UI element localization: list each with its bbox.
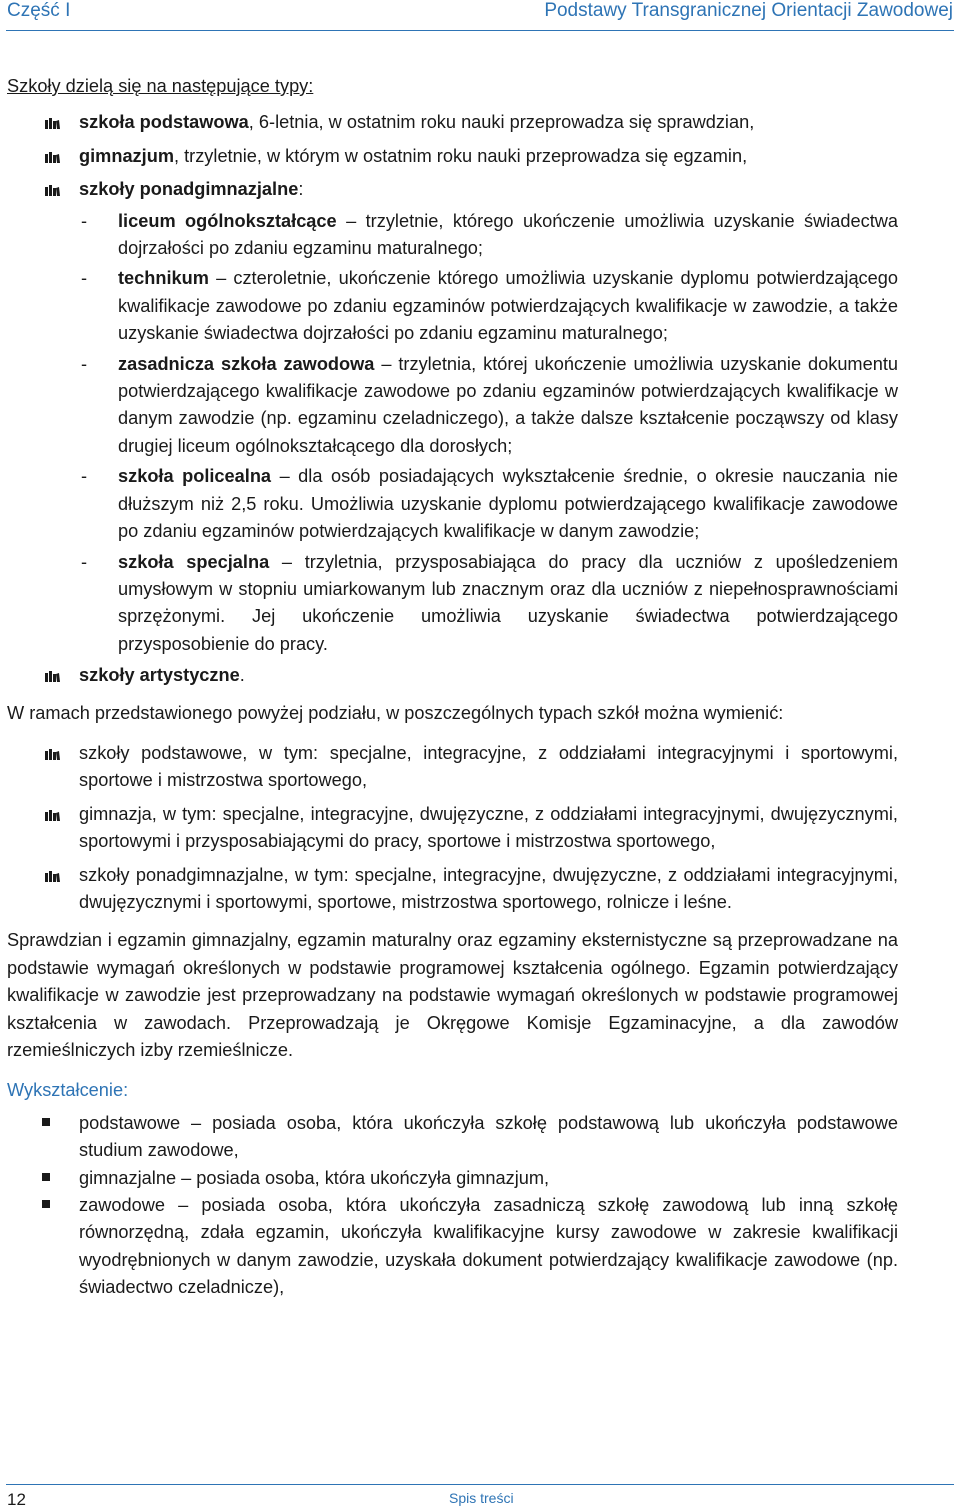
page-content [7, 73, 898, 1302]
division-text: szkoły ponadgimnazjalne, w tym: specjalne, integracyjne, dwujęzyczne, z oddziałami integracyjnymi, dwujęzycznymi i sportowymi, sportowe, mistrzostwa sportowego, rolnicze i leśne. [79, 864, 898, 912]
school-type-name: szkoła podstawowa [79, 112, 249, 133]
books-icon [44, 868, 60, 882]
dash-marker: - [81, 353, 88, 374]
chapter-title: Podstawy Transgranicznej Orientacji Zawodowej [544, 0, 953, 21]
sublist-item [7, 463, 898, 545]
square-bullet-icon [42, 1118, 50, 1126]
list-item [7, 143, 898, 170]
books-icon [44, 746, 60, 760]
division-text: gimnazja, w tym: specjalne, integracyjne, dwujęzyczne, z oddziałami integracyjnymi, dwujęzycznymi, sportowymi i przysposabiającymi do pracy, sportowe i mistrzostwa sportowego, [79, 803, 898, 852]
dash-marker: - [81, 268, 88, 289]
books-icon [44, 182, 60, 196]
header-rule [6, 30, 954, 31]
education-text: podstawowe – posiada osoba, która ukończyła szkołę podstawową lub ukończyła podstawowe studium zawodowe, [79, 1112, 898, 1161]
school-desc: – trzyletnie, którego ukończenie umożliwia uzyskanie świadectwa dojrzałości po zdaniu egzaminu maturalnego; [118, 210, 898, 259]
sublist-item [7, 351, 898, 461]
dash-marker: - [81, 210, 88, 231]
books-icon [44, 807, 60, 821]
school-type-name: szkoły artystyczne [79, 665, 240, 686]
sublist-item [7, 549, 898, 659]
list-item [7, 801, 898, 856]
footer-rule [6, 1484, 954, 1485]
division-text: szkoły podstawowe, w tym: specjalne, integracyjne, z oddziałami integracyjnymi i sportowymi, sportowe i mistrzostwa sportowego, [79, 742, 898, 791]
page-header [0, 0, 960, 30]
exams-paragraph: Sprawdzian i egzamin gimnazjalny, egzamin maturalny oraz egzaminy eksternistyczne są przeprowadzane na podstawie wymagań określonych w podstawie programowej kształcenia ogólnego. Egzamin potwierdzający kwalifikacje w zawodzie jest przeprowadzany na podstawie wymagań określonych w podstawie programowej kształcenia w zawodach. Przeprowadzają je Okręgowe Komisje Egzaminacyjne, a dla zawodów rzemieślniczych izby rzemieślnicze. [7, 930, 898, 1060]
books-icon [44, 668, 60, 682]
school-type-name: szkoły ponadgimnazjalne [79, 179, 299, 200]
school-type-desc: , 6-letnia, w ostatnim roku nauki przeprowadza się sprawdzian, [248, 112, 755, 133]
school-type-desc: : [298, 179, 304, 200]
list-item [7, 176, 898, 203]
list-item [7, 740, 898, 795]
table-of-contents-link[interactable]: Spis treści [449, 1490, 514, 1506]
books-icon [44, 115, 60, 129]
school-type-desc: . [239, 665, 245, 686]
school-name: zasadnicza szkoła zawodowa [118, 353, 375, 374]
list-item [7, 1192, 898, 1302]
school-desc: – trzyletnia, przysposabiająca do pracy dla uczniów z upośledzeniem umysłowym w stopniu umiarkowanym lub znacznym oraz dla uczniów z niepełnosprawnościami sprzężonymi. Jej ukończenie umożliwia uzyskanie świadectwa potwierdzającego przysposobienie do pracy. [118, 551, 898, 654]
school-type-desc: , trzyletnie, w którym w ostatnim roku nauki przeprowadza się egzamin, [174, 145, 748, 166]
school-type-name: gimnazjum [79, 145, 174, 166]
education-text: zawodowe – posiada osoba, która ukończyła zasadniczą szkołę zawodową lub inną szkołę równorzędną, zdała egzamin, ukończyła kwalifikacyjne kursy zawodowe w zakresie kwalifikacji wyodrębnionych w danym zawodzie, uzyskała dokument potwierdzający kwalifikacje zawodowe (np. świadectwo czeladnicze), [79, 1195, 898, 1298]
list-item [7, 1165, 898, 1192]
school-name: szkoła policealna [118, 466, 272, 487]
dash-marker: - [81, 466, 88, 487]
school-desc: – trzyletnia, której ukończenie umożliwia uzyskanie dokumentu potwierdzającego kwalifikacje zawodowe po zdaniu egzaminów potwierdzających kwalifikacje w danym zawodzie (np. egzaminu czeladniczego), a także dalsze kształcenie począwszy od klasy drugiej liceum ogólnokształcącego dla dorosłych; [118, 353, 898, 456]
school-name: technikum [118, 268, 209, 289]
school-desc: – czteroletnie, ukończenie którego umożliwia uzyskanie dyplomu potwierdzającego kwalifikacje zawodowe po zdaniu egzaminów potwierdzających kwalifikacje w zawodzie, a także uzyskanie świadectwa dojrzałości po zdaniu egzaminu maturalnego; [118, 268, 898, 344]
square-bullet-icon [42, 1200, 50, 1208]
square-bullet-icon [42, 1173, 50, 1181]
school-name: liceum ogólnokształcące [118, 210, 337, 231]
list-item [7, 1110, 898, 1165]
list-item [7, 862, 898, 917]
education-heading: Wykształcenie: [7, 1080, 129, 1101]
sublist-item [7, 208, 898, 263]
books-icon [44, 149, 60, 163]
school-desc: – dla osób posiadających wykształcenie średnie, o okresie nauczania nie dłuższym niż 2,5 roku. Umożliwia uzyskanie dyplomu potwierdzającego kwalifikacje zawodowe po zdaniu egzaminów potwierdzających kwalifikacje w danym zawodzie; [118, 466, 899, 542]
dash-marker: - [81, 551, 88, 572]
division-intro: W ramach przedstawionego powyżej podziału, w poszczególnych typach szkół można wymienić: [7, 702, 784, 723]
sublist-item [7, 265, 898, 347]
school-types-intro: Szkoły dzielą się na następujące typy: [7, 76, 314, 96]
school-name: szkoła specjalna [118, 551, 270, 572]
education-text: gimnazjalne – posiada osoba, która ukończyła gimnazjum, [79, 1167, 550, 1188]
page-number: 12 [7, 1490, 26, 1509]
part-label: Część I [7, 0, 71, 21]
list-item [7, 109, 898, 136]
list-item [7, 662, 898, 689]
